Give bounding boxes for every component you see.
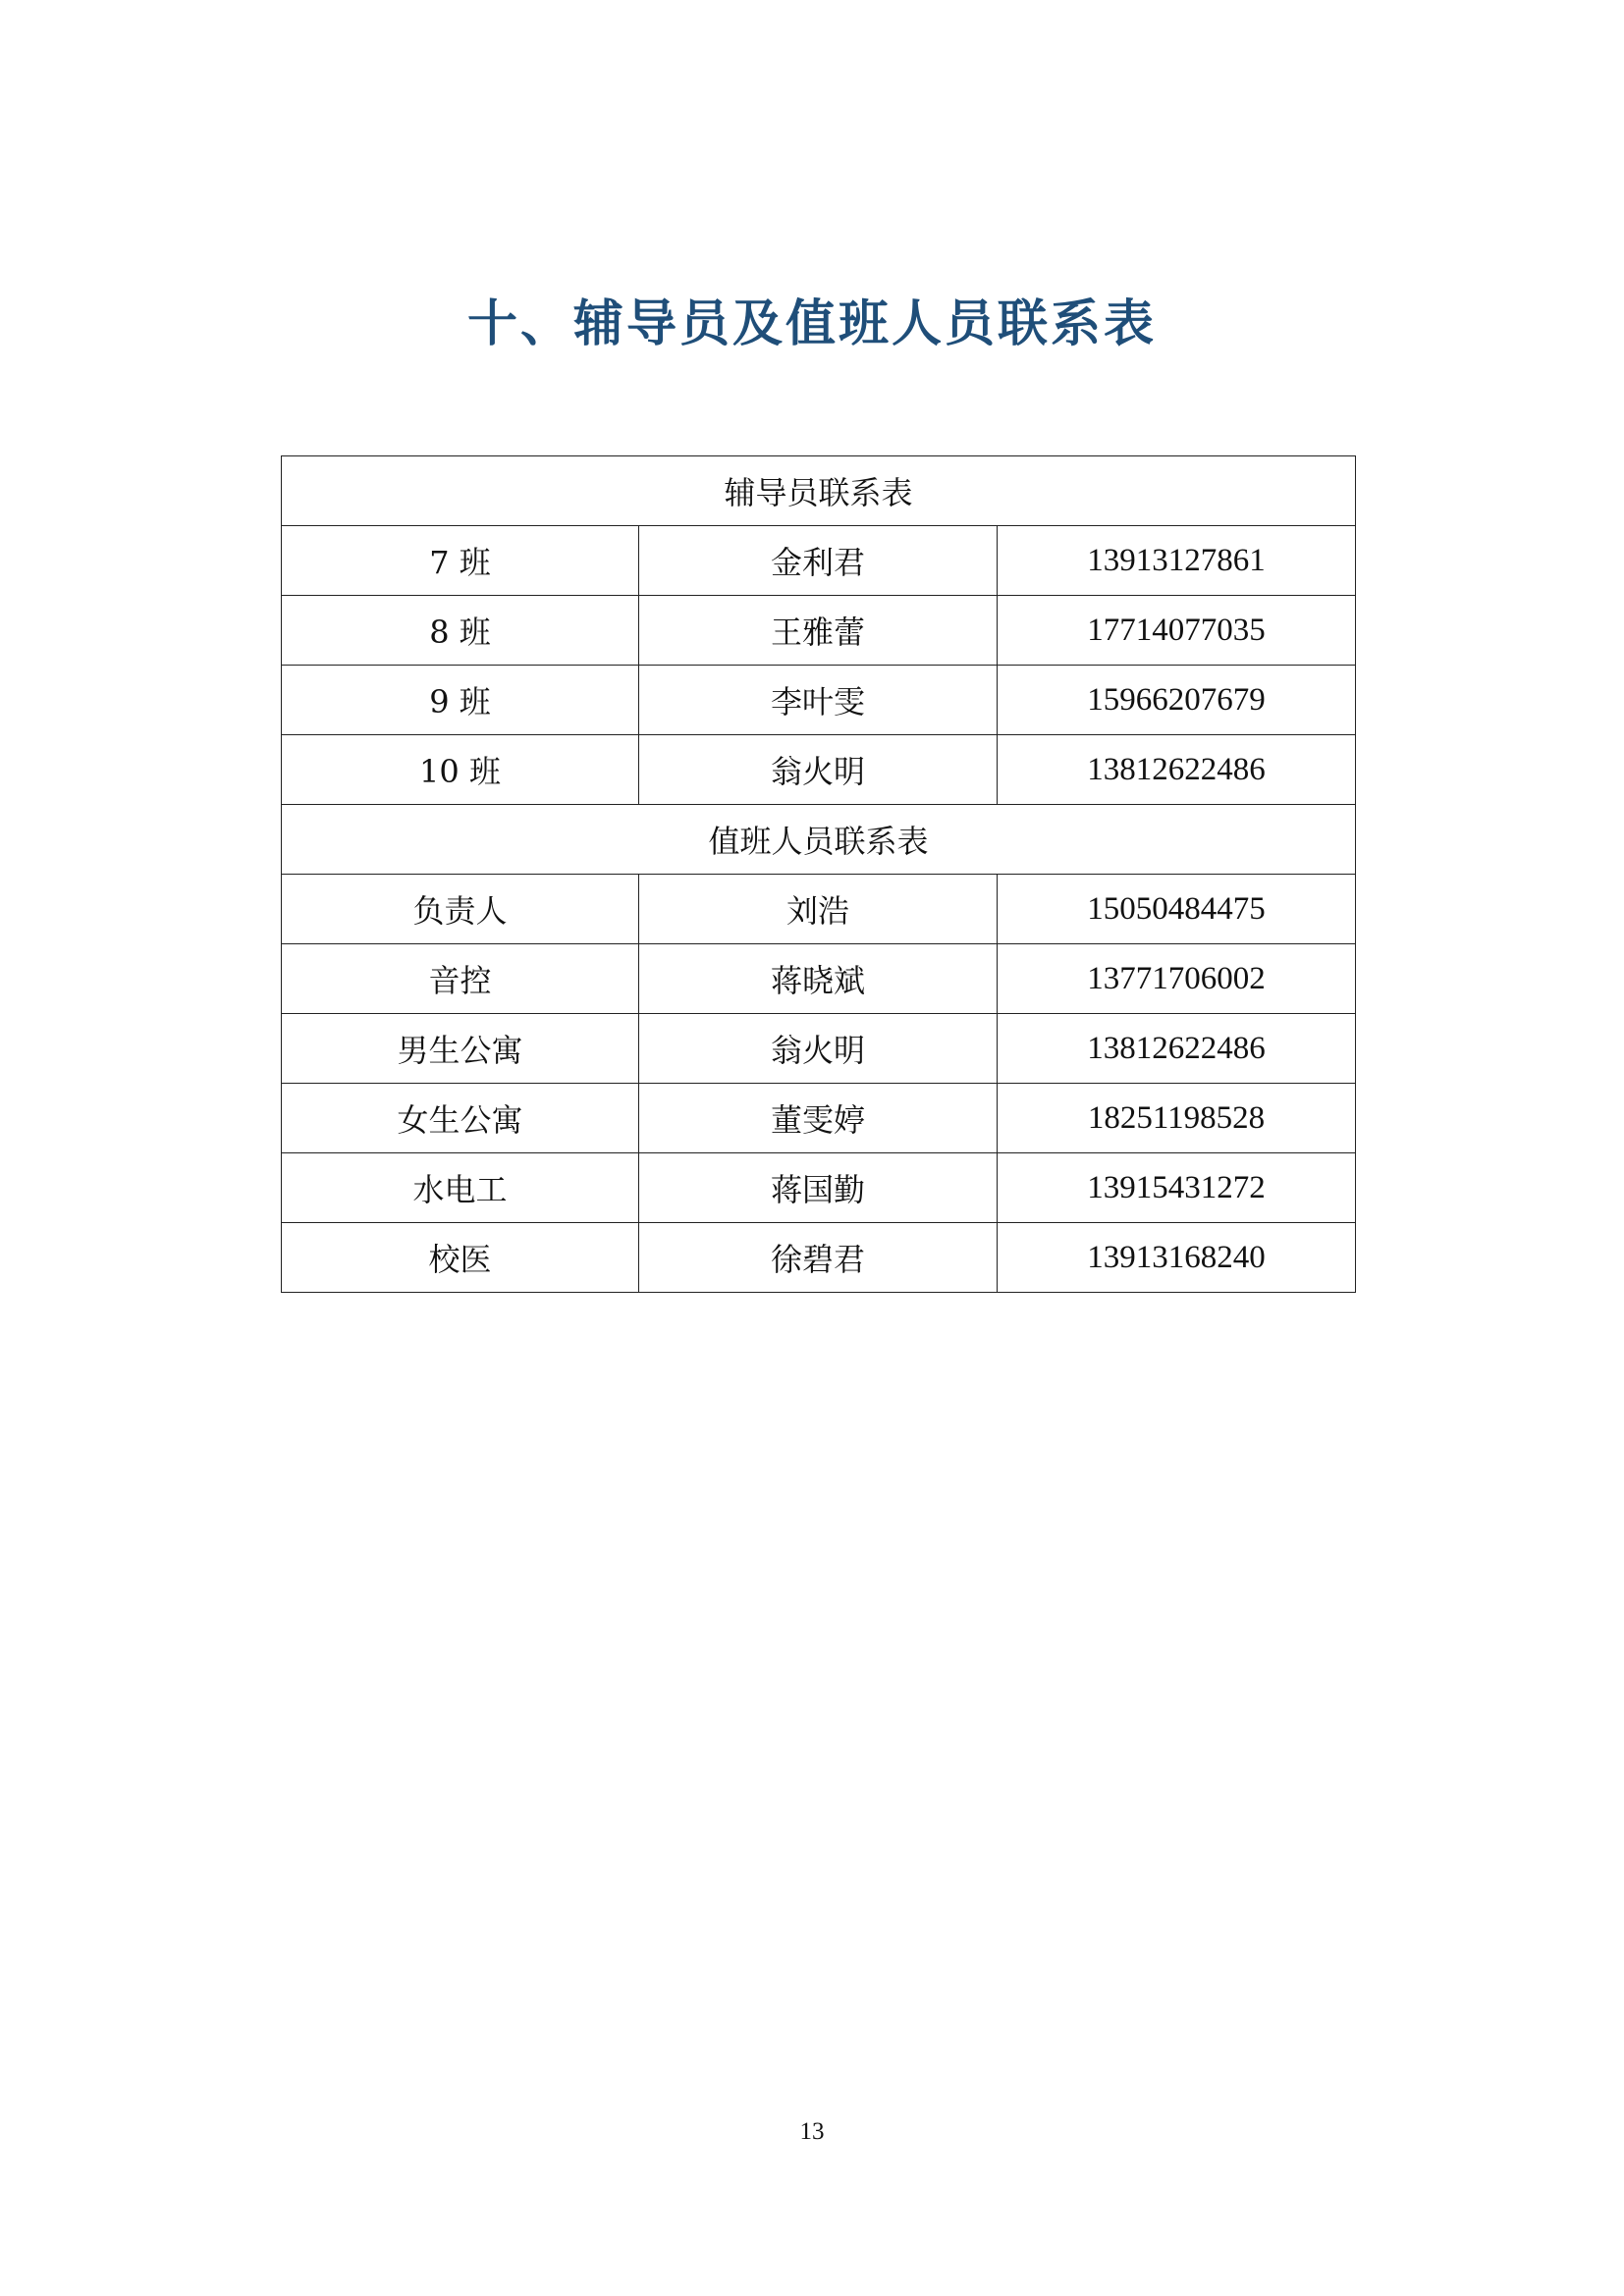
contact-table bbox=[281, 455, 1356, 1293]
role-cell: 7 班 bbox=[282, 526, 639, 596]
name-cell: 翁火明 bbox=[639, 1014, 998, 1084]
table-row bbox=[282, 944, 1356, 1014]
table-row bbox=[282, 1223, 1356, 1293]
role-cell: 9 班 bbox=[282, 666, 639, 735]
role-cell: 女生公寓 bbox=[282, 1084, 639, 1153]
name-cell: 金利君 bbox=[639, 526, 998, 596]
phone-cell: 13913168240 bbox=[998, 1223, 1356, 1293]
table-row bbox=[282, 735, 1356, 805]
section-header-row bbox=[282, 456, 1356, 526]
role-cell: 水电工 bbox=[282, 1153, 639, 1223]
role-cell: 8 班 bbox=[282, 596, 639, 666]
phone-cell: 18251198528 bbox=[998, 1084, 1356, 1153]
name-cell: 蒋国勤 bbox=[639, 1153, 998, 1223]
phone-cell: 13812622486 bbox=[998, 1014, 1356, 1084]
name-cell: 翁火明 bbox=[639, 735, 998, 805]
role-cell: 负责人 bbox=[282, 875, 639, 944]
name-cell: 李叶雯 bbox=[639, 666, 998, 735]
page-title: 十、辅导员及值班人员联系表 bbox=[466, 295, 1157, 353]
section-header-row bbox=[282, 805, 1356, 875]
phone-cell: 13915431272 bbox=[998, 1153, 1356, 1223]
table-row bbox=[282, 666, 1356, 735]
table-row bbox=[282, 1153, 1356, 1223]
phone-cell: 15050484475 bbox=[998, 875, 1356, 944]
name-cell: 董雯婷 bbox=[639, 1084, 998, 1153]
table-row bbox=[282, 596, 1356, 666]
phone-cell: 13913127861 bbox=[998, 526, 1356, 596]
name-cell: 刘浩 bbox=[639, 875, 998, 944]
role-cell: 男生公寓 bbox=[282, 1014, 639, 1084]
table-row bbox=[282, 526, 1356, 596]
name-cell: 蒋晓斌 bbox=[639, 944, 998, 1014]
phone-cell: 15966207679 bbox=[998, 666, 1356, 735]
table-row bbox=[282, 1014, 1356, 1084]
name-cell: 徐碧君 bbox=[639, 1223, 998, 1293]
role-cell: 校医 bbox=[282, 1223, 639, 1293]
table-row bbox=[282, 875, 1356, 944]
phone-cell: 13812622486 bbox=[998, 735, 1356, 805]
phone-cell: 17714077035 bbox=[998, 596, 1356, 666]
table-row bbox=[282, 1084, 1356, 1153]
duty-table-heading: 值班人员联系表 bbox=[282, 805, 1356, 875]
counselor-table-heading: 辅导员联系表 bbox=[282, 456, 1356, 526]
name-cell: 王雅蕾 bbox=[639, 596, 998, 666]
phone-cell: 13771706002 bbox=[998, 944, 1356, 1014]
role-cell: 10 班 bbox=[282, 735, 639, 805]
role-cell: 音控 bbox=[282, 944, 639, 1014]
page-number: 13 bbox=[799, 2118, 825, 2145]
